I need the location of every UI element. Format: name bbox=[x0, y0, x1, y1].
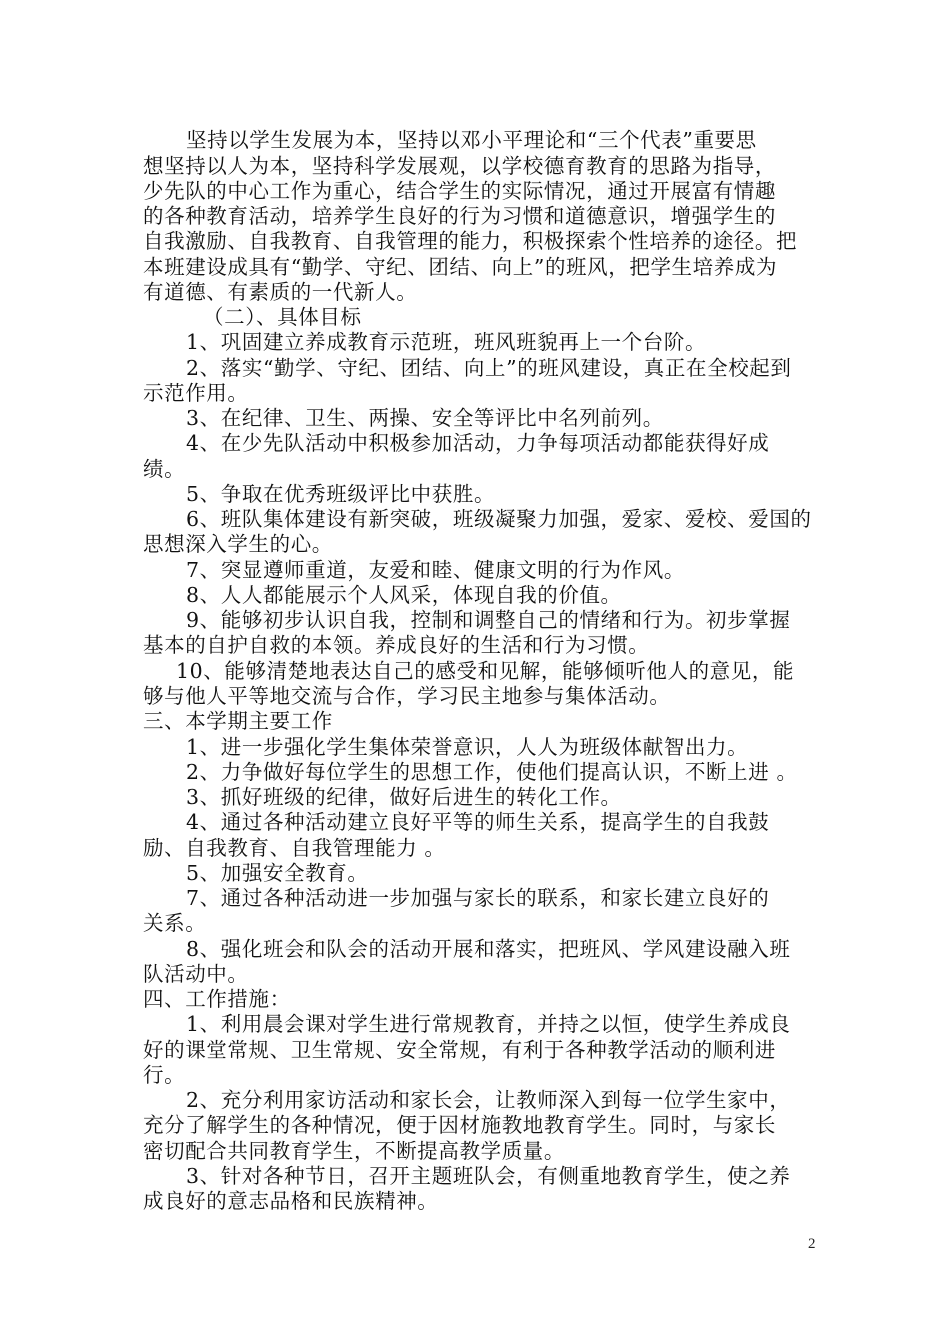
text-line: 坚持以学生发展为本，坚持以邓小平理论和“三个代表”重要思 bbox=[186, 128, 757, 152]
text-line: 本班建设成具有“勤学、守纪、团结、向上”的班风，把学生培养成为 bbox=[143, 255, 778, 279]
text-line: 2、充分利用家访活动和家长会，让教师深入到每一位学生家中， bbox=[186, 1088, 791, 1112]
text-line: 基本的自护自救的本领。养成良好的生活和行为习惯。 bbox=[143, 633, 650, 657]
text-line: 够与他人平等地交流与合作，学习民主地参与集体活动。 bbox=[143, 684, 671, 708]
text-line: 5、加强安全教育。 bbox=[186, 861, 369, 885]
text-line: 成良好的意志品格和民族精神。 bbox=[143, 1189, 439, 1213]
text-line: 10、能够清楚地表达自己的感受和见解，能够倾听他人的意见，能 bbox=[176, 659, 795, 683]
text-line: 思想深入学生的心。 bbox=[143, 532, 333, 556]
text-line: 励、自我教育、自我管理能力 。 bbox=[143, 836, 446, 860]
text-line: 少先队的中心工作为重心，结合学生的实际情况，通过开展富有情趣 bbox=[143, 179, 776, 203]
text-line: 1、巩固建立养成教育示范班，班风班貌再上一个台阶。 bbox=[186, 330, 707, 354]
text-line: （二）、具体目标 bbox=[203, 305, 362, 329]
text-line: 2、力争做好每位学生的思想工作，使他们提高认识，不断上进 。 bbox=[186, 760, 798, 784]
text-line: 8、强化班会和队会的活动开展和落实，把班风、学风建设融入班 bbox=[186, 937, 791, 961]
text-line: 7、通过各种活动进一步加强与家长的联系，和家长建立良好的 bbox=[186, 886, 770, 910]
text-line: 3、在纪律、卫生、两操、安全等评比中名列前列。 bbox=[186, 406, 664, 430]
text-line: 5、争取在优秀班级评比中获胜。 bbox=[186, 482, 496, 506]
text-line: 有道德、有素质的一代新人。 bbox=[143, 280, 418, 304]
text-line: 2、落实“勤学、守纪、团结、向上”的班风建设，真正在全校起到 bbox=[186, 356, 792, 380]
text-line: 7、突显遵师重道，友爱和睦、健康文明的行为作风。 bbox=[186, 558, 685, 582]
text-line: 1、进一步强化学生集体荣誉意识，人人为班级体献智出力。 bbox=[186, 735, 749, 759]
text-line: 好的课堂常规、卫生常规、安全常规，有利于各种教学活动的顺利进 bbox=[143, 1038, 776, 1062]
text-line: 四、工作措施： bbox=[143, 987, 291, 1011]
text-line: 6、班队集体建设有新突破，班级凝聚力加强，爱家、爱校、爱国的 bbox=[186, 507, 812, 531]
text-line: 3、针对各种节日，召开主题班队会，有侧重地教育学生，使之养 bbox=[186, 1164, 791, 1188]
text-line: 8、人人都能展示个人风采，体现自我的价值。 bbox=[186, 583, 622, 607]
text-line: 绩。 bbox=[143, 457, 186, 481]
text-line: 4、通过各种活动建立良好平等的师生关系，提高学生的自我鼓 bbox=[186, 810, 770, 834]
text-line: 三、本学期主要工作 bbox=[143, 709, 333, 733]
text-line: 的各种教育活动，培养学生良好的行为习惯和道德意识，增强学生的 bbox=[143, 204, 776, 228]
text-line: 充分了解学生的各种情况，便于因材施教地教育学生。同时，与家长 bbox=[143, 1113, 776, 1137]
text-line: 9、能够初步认识自我，控制和调整自己的情绪和行为。初步掌握 bbox=[186, 608, 791, 632]
text-line: 队活动中。 bbox=[143, 962, 249, 986]
text-line: 密切配合共同教育学生，不断提高教学质量。 bbox=[143, 1139, 565, 1163]
text-line: 想坚持以人为本，坚持科学发展观，以学校德育教育的思路为指导， bbox=[143, 154, 776, 178]
text-line: 关系。 bbox=[143, 911, 207, 935]
text-line: 4、在少先队活动中积极参加活动，力争每项活动都能获得好成 bbox=[186, 431, 770, 455]
text-line: 1、利用晨会课对学生进行常规教育，并持之以恒，使学生养成良 bbox=[186, 1012, 791, 1036]
text-line: 行。 bbox=[143, 1063, 186, 1087]
text-line: 示范作用。 bbox=[143, 381, 249, 405]
text-line: 自我激励、自我教育、自我管理的能力，积极探索个性培养的途径。把 bbox=[143, 229, 798, 253]
page-number: 2 bbox=[808, 1236, 816, 1252]
text-line: 3、抓好班级的纪律，做好后进生的转化工作。 bbox=[186, 785, 622, 809]
